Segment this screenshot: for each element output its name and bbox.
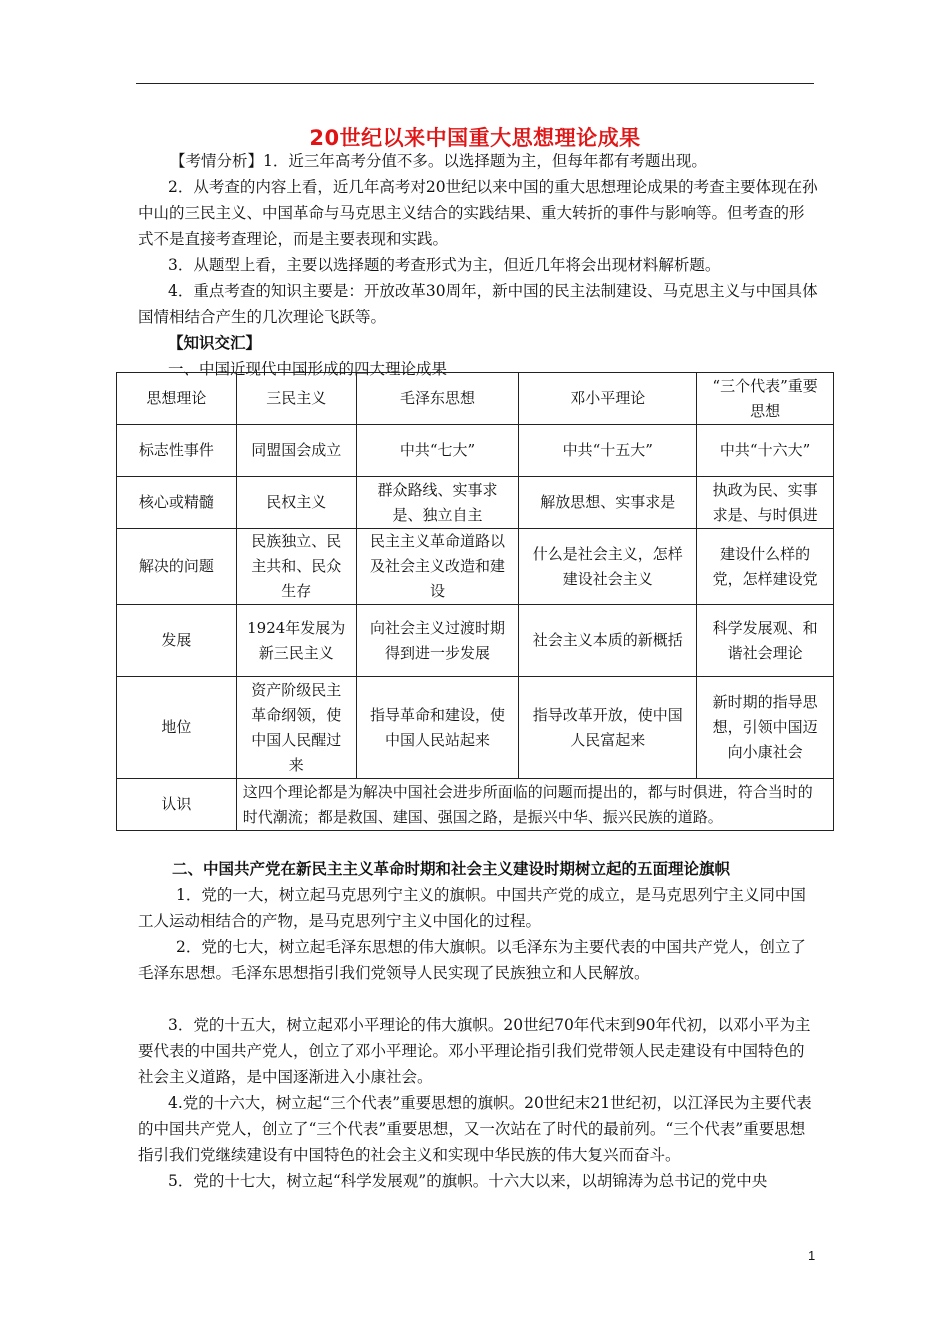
table-cell: 解决的问题 [117,529,237,605]
header-rule [136,83,814,84]
table-cell: 中共“七大” [356,425,519,477]
table-cell: 科学发展观、和谐社会理论 [697,605,834,677]
table-row [117,529,834,605]
table-cell: 解放思想、实事求是 [519,477,697,529]
page-title: 20世纪以来中国重大思想理论成果 [309,126,641,150]
table-cell: 三民主义 [236,373,356,425]
table-cell: 新时期的指导思想，引领中国迈向小康社会 [697,677,834,779]
table-cell: 民族独立、民主共和、民众生存 [236,529,356,605]
intro-paragraph-2: 2．从考查的内容上看，近几年高考对20世纪以来中国的重大思想理论成果的考查主要体现在孙中山的三民主义、中国革命与马克思主义结合的实践结果、重大转折的事件与影响等。但考查的形式不是直接考查理论，而是主要表现和实践。 [138,178,818,248]
section2-item-3: 3．党的十五大，树立起邓小平理论的伟大旗帜。20世纪70年代末到90年代初，以邓小平为主要代表的中国共产党人，创立了邓小平理论。邓小平理论指引我们党带领人民走建设有中国特色的社会主义道路，是中国逐渐进入小康社会。 [138,1016,811,1086]
table-cell: “三个代表”重要思想 [697,373,834,425]
table-cell: 指导改革开放，使中国人民富起来 [519,677,697,779]
table-cell: 发展 [117,605,237,677]
section2-block [138,856,818,1194]
table-cell: 中共“十六大” [697,425,834,477]
table-cell: 执政为民、实事求是、与时俱进 [697,477,834,529]
intro-block [138,148,818,382]
intro-paragraph-3: 3．从题型上看，主要以选择题的考查形式为主，但近几年将会出现材料解析题。 [168,256,721,274]
section2-item-1: 1．党的一大，树立起马克思列宁主义的旗帜。中国共产党的成立，是马克思列宁主义同中国工人运动相结合的产物，是马克思列宁主义中国化的过程。 [138,886,806,930]
section2-heading: 二、中国共产党在新民主主义革命时期和社会主义建设时期树立起的五面理论旗帜 [172,860,731,878]
table-cell-summary: 这四个理论都是为解决中国社会进步所面临的问题而提出的，都与时俱进，符合当时的时代潮流；都是救国、建国、强国之路，是振兴中华、振兴民族的道路。 [236,779,833,831]
intro-paragraph-4: 4．重点考查的知识主要是：开放改革30周年，新中国的民主法制建设、马克思主义与中国具体国情相结合产生的几次理论飞跃等。 [138,282,818,326]
table-cell: 同盟国会成立 [236,425,356,477]
section2-item-4: 4.党的十六大，树立起“三个代表”重要思想的旗帜。20世纪末21世纪初，以江泽民为主要代表的中国共产党人，创立了“三个代表”重要思想，又一次站在了时代的最前列。“三个代表”重要思想指引我们党继续建设有中国特色的社会主义和实现中华民族的伟大复兴而奋斗。 [138,1094,812,1164]
table-cell: 邓小平理论 [519,373,697,425]
table-cell: 核心或精髓 [117,477,237,529]
table-cell: 1924年发展为新三民主义 [236,605,356,677]
table-cell: 什么是社会主义，怎样建设社会主义 [519,529,697,605]
table-row [117,605,834,677]
table-cell: 民主主义革命道路以及社会主义改造和建设 [356,529,519,605]
table-cell: 民权主义 [236,477,356,529]
table-row [117,477,834,529]
table-cell: 建设什么样的党，怎样建设党 [697,529,834,605]
table-cell: 指导革命和建设，使中国人民站起来 [356,677,519,779]
table-row [117,779,834,831]
table-cell: 群众路线、实事求是、独立自主 [356,477,519,529]
table-cell: 思想理论 [117,373,237,425]
theory-table [116,372,834,831]
table-cell: 毛泽东思想 [356,373,519,425]
table-cell: 向社会主义过渡时期得到进一步发展 [356,605,519,677]
table-cell: 地位 [117,677,237,779]
page-number: 1 [808,1248,816,1263]
table-row [117,677,834,779]
table-cell: 标志性事件 [117,425,237,477]
table-cell: 资产阶级民主革命纲领，使中国人民醒过来 [236,677,356,779]
intro-paragraph-1: 【考情分析】1．近三年高考分值不多。以选择题为主，但每年都有考题出现。 [170,152,707,170]
table-cell: 认识 [117,779,237,831]
section2-item-5: 5．党的十七大，树立起“科学发展观”的旗帜。十六大以来，以胡锦涛为总书记的党中央 [168,1172,768,1190]
section2-item-2: 2．党的七大，树立起毛泽东思想的伟大旗帜。以毛泽东为主要代表的中国共产党人，创立了毛泽东思想。毛泽东思想指引我们党领导人民实现了民族独立和人民解放。 [138,938,806,982]
table-cell: 社会主义本质的新概括 [519,605,697,677]
table-header-row [117,373,834,425]
section1-heading: 一、中国近现代中国形成的四大理论成果 [168,360,448,378]
blank-line [138,986,818,1012]
table-cell: 中共“十五大” [519,425,697,477]
table-row [117,425,834,477]
knowledge-heading: 【知识交汇】 [168,334,262,352]
